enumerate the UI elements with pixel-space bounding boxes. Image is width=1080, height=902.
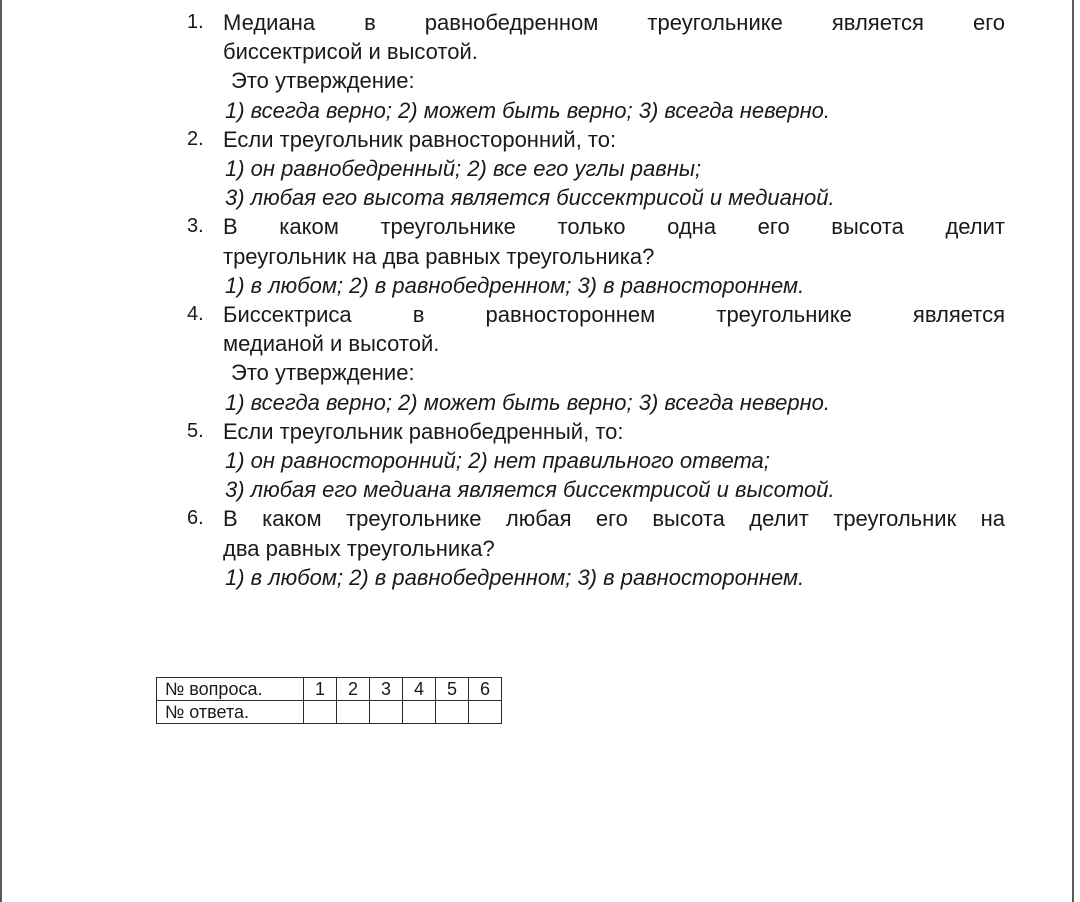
question-text: В каком треугольнике любая его высота делит треугольник на bbox=[223, 506, 1005, 532]
answer-table bbox=[156, 677, 502, 724]
question-number-cell: 4 bbox=[403, 678, 436, 701]
question-list bbox=[187, 8, 1005, 592]
question-number: 3. bbox=[187, 215, 204, 238]
answer-cell[interactable] bbox=[304, 701, 337, 724]
question-number-cell: 5 bbox=[436, 678, 469, 701]
question-number-label: № вопроса. bbox=[157, 678, 304, 701]
question-text: Медиана в равнобедренном треугольнике является его bbox=[223, 10, 1005, 35]
question-item bbox=[187, 504, 1005, 592]
question-statement: Это утверждение: bbox=[231, 68, 415, 94]
answer-options: 1) в любом; 2) в равнобедренном; 3) в равностороннем. bbox=[225, 564, 805, 590]
question-number: 1. bbox=[187, 11, 204, 33]
question-number-cell: 6 bbox=[469, 678, 502, 701]
answer-options: 1) всегда верно; 2) может быть верно; 3) всегда неверно. bbox=[225, 97, 831, 123]
question-text: Если треугольник равнобедренный, то: bbox=[223, 418, 624, 444]
answer-cell[interactable] bbox=[436, 701, 469, 724]
question-number: 6. bbox=[187, 507, 204, 530]
question-text: два равных треугольника? bbox=[223, 535, 495, 561]
question-number-cell: 3 bbox=[370, 678, 403, 701]
answer-options: 1) он равносторонний; 2) нет правильного ответа; bbox=[225, 448, 770, 474]
answer-table-answer-row bbox=[157, 701, 502, 724]
question-number: 4. bbox=[187, 303, 204, 326]
question-item bbox=[187, 212, 1005, 300]
answer-table-header-row bbox=[157, 678, 502, 701]
question-text: Биссектриса в равностороннем треугольнике является bbox=[223, 302, 1005, 328]
question-text: треугольник на два равных треугольника? bbox=[223, 243, 655, 269]
question-item bbox=[187, 8, 1005, 125]
question-item bbox=[187, 125, 1005, 213]
question-text: биссектрисой и высотой. bbox=[223, 39, 478, 65]
question-number: 5. bbox=[187, 419, 204, 442]
question-item bbox=[187, 300, 1005, 417]
answer-cell[interactable] bbox=[337, 701, 370, 724]
question-number-cell: 2 bbox=[337, 678, 370, 701]
question-text: Если треугольник равносторонний, то: bbox=[223, 126, 617, 152]
answer-options: 1) всегда верно; 2) может быть верно; 3) всегда неверно. bbox=[225, 389, 831, 415]
question-item bbox=[187, 417, 1005, 505]
answer-cell[interactable] bbox=[403, 701, 436, 724]
question-text: медианой и высотой. bbox=[223, 331, 440, 357]
answer-options: 1) он равнобедренный; 2) все его углы равны; bbox=[225, 156, 702, 182]
answer-number-label: № ответа. bbox=[157, 701, 304, 724]
question-number-cell: 1 bbox=[304, 678, 337, 701]
answer-options: 3) любая его медиана является биссектрисой и высотой. bbox=[225, 477, 835, 503]
question-text: В каком треугольнике только одна его высота делит bbox=[223, 214, 1005, 240]
question-statement: Это утверждение: bbox=[231, 360, 415, 386]
answer-cell[interactable] bbox=[469, 701, 502, 724]
question-number: 2. bbox=[187, 127, 204, 150]
answer-options: 1) в любом; 2) в равнобедренном; 3) в равностороннем. bbox=[225, 272, 805, 298]
answer-cell[interactable] bbox=[370, 701, 403, 724]
answer-options: 3) любая его высота является биссектрисой и медианой. bbox=[225, 185, 835, 211]
